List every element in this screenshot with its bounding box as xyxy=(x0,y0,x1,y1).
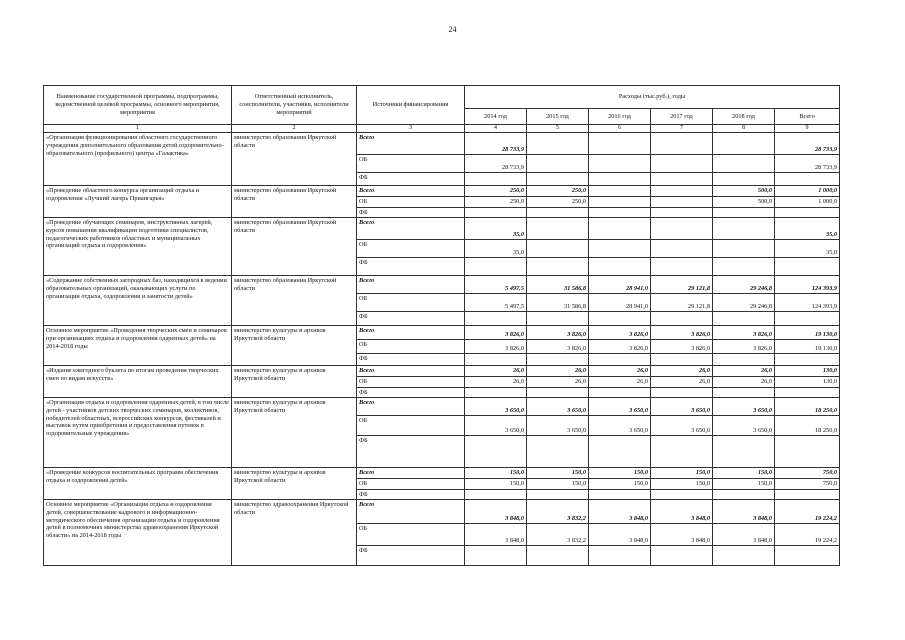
column-number: 4 xyxy=(465,125,527,133)
total-cell: 1 000,0 xyxy=(775,196,840,207)
table-row xyxy=(44,326,840,340)
amount-cell: 250,0 xyxy=(465,196,527,207)
amount-cell: 29 121,8 xyxy=(651,294,713,312)
amount-cell xyxy=(713,354,775,366)
amount-cell: 3 650,0 xyxy=(651,416,713,436)
total-cell xyxy=(775,436,840,468)
amount-cell xyxy=(651,133,713,155)
amount-cell: 3 848,0 xyxy=(713,524,775,546)
column-number: 5 xyxy=(527,125,589,133)
amount-cell xyxy=(527,155,589,173)
amount-cell: 29 121,8 xyxy=(651,276,713,294)
total-cell: 35,0 xyxy=(775,240,840,258)
amount-cell: 150,0 xyxy=(651,479,713,490)
funding-source: ОБ xyxy=(357,377,465,388)
amount-cell xyxy=(527,133,589,155)
table-row xyxy=(44,468,840,479)
amount-cell xyxy=(527,489,589,500)
funding-source: ФБ xyxy=(357,546,465,566)
amount-cell xyxy=(589,546,651,566)
responsible-executor: министерство здравоохранения Иркутской области xyxy=(232,500,357,566)
amount-cell: 3 848,0 xyxy=(465,524,527,546)
amount-cell: 250,0 xyxy=(465,186,527,197)
amount-cell xyxy=(713,155,775,173)
funding-source: ОБ xyxy=(357,240,465,258)
amount-cell: 150,0 xyxy=(465,479,527,490)
amount-cell: 250,0 xyxy=(527,186,589,197)
amount-cell xyxy=(465,546,527,566)
amount-cell: 150,0 xyxy=(527,468,589,479)
amount-cell xyxy=(651,387,713,398)
amount-cell: 28 941,0 xyxy=(589,276,651,294)
total-cell xyxy=(775,173,840,186)
amount-cell: 3 650,0 xyxy=(527,416,589,436)
amount-cell xyxy=(527,354,589,366)
funding-source: Всего xyxy=(357,133,465,155)
responsible-executor: министерство образования Иркутской области xyxy=(232,218,357,276)
funding-source: Всего xyxy=(357,500,465,524)
amount-cell: 26,0 xyxy=(527,366,589,377)
amount-cell xyxy=(651,218,713,240)
amount-cell: 3 826,0 xyxy=(465,340,527,354)
amount-cell: 150,0 xyxy=(589,479,651,490)
amount-cell xyxy=(713,258,775,276)
amount-cell: 3 848,0 xyxy=(713,500,775,524)
total-cell: 18 250,0 xyxy=(775,416,840,436)
column-number: 9 xyxy=(775,125,840,133)
amount-cell xyxy=(713,207,775,218)
activity-name: Основное мероприятие «Проведения творческих смен и семинаров при организациях отдыха и оздоровления одаренных детей» на 2014-2018 годы xyxy=(44,326,232,366)
amount-cell xyxy=(527,312,589,326)
amount-cell xyxy=(589,207,651,218)
total-cell: 19 130,0 xyxy=(775,340,840,354)
amount-cell xyxy=(589,186,651,197)
amount-cell xyxy=(651,436,713,468)
total-cell: 124 393,9 xyxy=(775,276,840,294)
funding-source: Всего xyxy=(357,326,465,340)
responsible-executor: министерство культуры и архивов Иркутской области xyxy=(232,326,357,366)
amount-cell xyxy=(589,218,651,240)
amount-cell: 3 848,0 xyxy=(465,500,527,524)
amount-cell: 3 650,0 xyxy=(651,398,713,416)
funding-source: ФБ xyxy=(357,312,465,326)
amount-cell xyxy=(651,258,713,276)
amount-cell: 26,0 xyxy=(651,377,713,388)
amount-cell xyxy=(465,489,527,500)
column-number: 2 xyxy=(232,125,357,133)
amount-cell xyxy=(651,489,713,500)
amount-cell xyxy=(651,546,713,566)
page-number: 24 xyxy=(448,25,457,34)
amount-cell: 150,0 xyxy=(527,479,589,490)
header-source: Источники финансирования xyxy=(357,86,465,125)
amount-cell: 3 826,0 xyxy=(713,326,775,340)
amount-cell xyxy=(589,387,651,398)
amount-cell: 5 497,5 xyxy=(465,294,527,312)
amount-cell xyxy=(713,387,775,398)
amount-cell xyxy=(465,387,527,398)
amount-cell: 26,0 xyxy=(589,366,651,377)
amount-cell xyxy=(713,312,775,326)
total-cell xyxy=(775,387,840,398)
amount-cell xyxy=(465,207,527,218)
amount-cell xyxy=(589,436,651,468)
amount-cell xyxy=(589,196,651,207)
amount-cell: 26,0 xyxy=(527,377,589,388)
amount-cell: 3 826,0 xyxy=(527,340,589,354)
responsible-executor: министерство культуры и архивов Иркутской области xyxy=(232,468,357,500)
amount-cell: 250,0 xyxy=(527,196,589,207)
total-cell: 28 733,9 xyxy=(775,133,840,155)
total-cell xyxy=(775,546,840,566)
amount-cell xyxy=(527,173,589,186)
activity-name: «Содержание собственных загородных баз, находящихся в ведении образовательных организаций, оказывающих услуги по организации отдыха, оздоровления и занятости детей» xyxy=(44,276,232,326)
amount-cell xyxy=(589,354,651,366)
responsible-executor: министерство культуры и архивов Иркутской области xyxy=(232,366,357,398)
amount-cell xyxy=(651,173,713,186)
column-number: 3 xyxy=(357,125,465,133)
amount-cell: 26,0 xyxy=(713,377,775,388)
responsible-executor: министерство культуры и архивов Иркутской области xyxy=(232,398,357,468)
amount-cell: 3 826,0 xyxy=(589,340,651,354)
column-number: 7 xyxy=(651,125,713,133)
amount-cell xyxy=(465,258,527,276)
amount-cell xyxy=(527,258,589,276)
funding-source: Всего xyxy=(357,468,465,479)
budget-table xyxy=(43,85,840,566)
total-cell: 19 224,2 xyxy=(775,524,840,546)
amount-cell: 31 586,8 xyxy=(527,294,589,312)
amount-cell xyxy=(465,173,527,186)
funding-source: ФБ xyxy=(357,489,465,500)
amount-cell xyxy=(589,258,651,276)
total-cell xyxy=(775,489,840,500)
amount-cell: 28 941,0 xyxy=(589,294,651,312)
amount-cell xyxy=(527,387,589,398)
funding-source: ФБ xyxy=(357,354,465,366)
header-total: Всего xyxy=(775,109,840,125)
amount-cell xyxy=(465,354,527,366)
amount-cell xyxy=(589,155,651,173)
activity-name: «Организация функционирования областного государственного учреждения дополнительного образования детей оздоровительно-образовательного (профильного) центра «Галактика» xyxy=(44,133,232,186)
amount-cell: 3 826,0 xyxy=(465,326,527,340)
funding-source: ОБ xyxy=(357,479,465,490)
amount-cell: 3 848,0 xyxy=(651,500,713,524)
amount-cell xyxy=(651,354,713,366)
amount-cell: 500,0 xyxy=(713,196,775,207)
activity-name: «Проведение областного конкурса организаций отдыха и оздоровления «Лучший лагерь Приангарья» xyxy=(44,186,232,218)
amount-cell xyxy=(713,436,775,468)
amount-cell: 3 826,0 xyxy=(713,340,775,354)
funding-source: Всего xyxy=(357,366,465,377)
table-row xyxy=(44,398,840,416)
amount-cell xyxy=(713,133,775,155)
funding-source: ОБ xyxy=(357,294,465,312)
amount-cell: 28 733,9 xyxy=(465,133,527,155)
total-cell: 130,0 xyxy=(775,377,840,388)
total-cell: 18 250,0 xyxy=(775,398,840,416)
amount-cell: 3 832,2 xyxy=(527,500,589,524)
table-row xyxy=(44,500,840,524)
amount-cell xyxy=(527,218,589,240)
funding-source: Всего xyxy=(357,186,465,197)
amount-cell xyxy=(651,207,713,218)
funding-source: Всего xyxy=(357,398,465,416)
header-responsible: Ответственный исполнитель, соисполнители, участники, исполнители мероприятий xyxy=(232,86,357,125)
funding-source: Всего xyxy=(357,218,465,240)
amount-cell xyxy=(713,546,775,566)
column-number: 6 xyxy=(589,125,651,133)
activity-name: «Проведение конкурсов воспитательных программ обеспечения отдыха и оздоровления детей» xyxy=(44,468,232,500)
amount-cell xyxy=(713,218,775,240)
funding-source: ФБ xyxy=(357,258,465,276)
total-cell xyxy=(775,207,840,218)
amount-cell xyxy=(589,240,651,258)
amount-cell: 26,0 xyxy=(465,377,527,388)
funding-source: Всего xyxy=(357,276,465,294)
funding-source: ОБ xyxy=(357,196,465,207)
total-cell: 750,0 xyxy=(775,479,840,490)
amount-cell: 3 650,0 xyxy=(527,398,589,416)
amount-cell xyxy=(589,312,651,326)
table-row xyxy=(44,133,840,155)
total-cell: 1 000,0 xyxy=(775,186,840,197)
header-year: 2017 год xyxy=(651,109,713,125)
total-cell: 19 130,0 xyxy=(775,326,840,340)
total-cell: 124 393,9 xyxy=(775,294,840,312)
amount-cell: 35,0 xyxy=(465,240,527,258)
amount-cell: 28 733,9 xyxy=(465,155,527,173)
amount-cell: 3 650,0 xyxy=(465,416,527,436)
amount-cell: 3 826,0 xyxy=(651,326,713,340)
amount-cell xyxy=(651,155,713,173)
activity-name: «Проведение обучающих семинаров, инструктивных лагерей, курсов повышения квалификации подготовки специалистов, педагогических работников областных и муниципальных организаций отдыха и оздоровления» xyxy=(44,218,232,276)
amount-cell: 3 832,2 xyxy=(527,524,589,546)
amount-cell: 150,0 xyxy=(651,468,713,479)
funding-source: ОБ xyxy=(357,340,465,354)
amount-cell: 500,0 xyxy=(713,186,775,197)
header-name: Наименование государственной программы, подпрограммы, ведомственной целевой программы, основного мероприятия, мероприятия xyxy=(44,86,232,125)
amount-cell: 150,0 xyxy=(465,468,527,479)
responsible-executor: министерство образования Иркутской области xyxy=(232,133,357,186)
amount-cell: 3 650,0 xyxy=(589,416,651,436)
amount-cell: 3 650,0 xyxy=(589,398,651,416)
amount-cell xyxy=(527,240,589,258)
amount-cell: 26,0 xyxy=(589,377,651,388)
amount-cell: 3 826,0 xyxy=(527,326,589,340)
funding-source: ОБ xyxy=(357,416,465,436)
amount-cell: 150,0 xyxy=(589,468,651,479)
column-number: 8 xyxy=(713,125,775,133)
amount-cell: 31 586,8 xyxy=(527,276,589,294)
header-year: 2014 год xyxy=(465,109,527,125)
total-cell: 130,0 xyxy=(775,366,840,377)
funding-source: ОБ xyxy=(357,524,465,546)
total-cell xyxy=(775,312,840,326)
amount-cell: 3 848,0 xyxy=(589,524,651,546)
amount-cell xyxy=(713,240,775,258)
responsible-executor: министерство образования Иркутской области xyxy=(232,186,357,218)
table-row xyxy=(44,218,840,240)
table-row xyxy=(44,186,840,197)
activity-name: «Организация отдыха и оздоровления одаренных детей, в том числе детей - участников детских творческих семинаров, коллективов, победителей областных, всероссийских конкурсов, фестивалей и выставок путем приобретения и предоставления путевок в оздоровительные учреждения» xyxy=(44,398,232,468)
amount-cell: 3 826,0 xyxy=(589,326,651,340)
header-expenses: Расходы (тыс.руб.), годы xyxy=(465,86,840,109)
table-body xyxy=(44,133,840,566)
total-cell xyxy=(775,258,840,276)
amount-cell: 3 650,0 xyxy=(465,398,527,416)
total-cell xyxy=(775,354,840,366)
amount-cell: 26,0 xyxy=(713,366,775,377)
amount-cell xyxy=(589,173,651,186)
funding-source: ФБ xyxy=(357,173,465,186)
amount-cell: 5 497,5 xyxy=(465,276,527,294)
amount-cell: 3 826,0 xyxy=(651,340,713,354)
activity-name: Основное мероприятие «Организация отдыха и оздоровления детей, совершенствование кадрового и информационно-методического обеспечения организации отдыха и оздоровления детей в полномочиях министерства здравоохранения Иркутской области» на 2014-2018 годы xyxy=(44,500,232,566)
column-number: 1 xyxy=(44,125,232,133)
responsible-executor: министерство образования Иркутской области xyxy=(232,276,357,326)
table-row xyxy=(44,366,840,377)
funding-source: ФБ xyxy=(357,207,465,218)
amount-cell: 3 650,0 xyxy=(713,416,775,436)
activity-name: «Издание ежегодного буклета по итогам проведения творческих смен по видам искусств» xyxy=(44,366,232,398)
amount-cell xyxy=(465,436,527,468)
total-cell: 750,0 xyxy=(775,468,840,479)
funding-source: ФБ xyxy=(357,387,465,398)
amount-cell: 3 848,0 xyxy=(651,524,713,546)
amount-cell xyxy=(713,489,775,500)
total-cell: 35,0 xyxy=(775,218,840,240)
total-cell: 19 224,2 xyxy=(775,500,840,524)
amount-cell xyxy=(713,173,775,186)
amount-cell xyxy=(527,546,589,566)
amount-cell: 150,0 xyxy=(713,468,775,479)
amount-cell xyxy=(589,489,651,500)
amount-cell: 26,0 xyxy=(465,366,527,377)
amount-cell xyxy=(527,436,589,468)
amount-cell xyxy=(651,312,713,326)
table-row xyxy=(44,276,840,294)
amount-cell: 150,0 xyxy=(713,479,775,490)
amount-cell xyxy=(651,186,713,197)
header-year: 2015 год xyxy=(527,109,589,125)
header-year: 2016 год xyxy=(589,109,651,125)
amount-cell: 35,0 xyxy=(465,218,527,240)
amount-cell: 29 246,8 xyxy=(713,276,775,294)
amount-cell xyxy=(589,133,651,155)
header-year: 2018 год xyxy=(713,109,775,125)
amount-cell xyxy=(651,196,713,207)
total-cell: 28 733,9 xyxy=(775,155,840,173)
amount-cell: 29 246,8 xyxy=(713,294,775,312)
funding-source: ОБ xyxy=(357,155,465,173)
amount-cell: 3 650,0 xyxy=(713,398,775,416)
funding-source: ФБ xyxy=(357,436,465,468)
amount-cell xyxy=(527,207,589,218)
amount-cell xyxy=(651,240,713,258)
amount-cell: 3 848,0 xyxy=(589,500,651,524)
amount-cell xyxy=(465,312,527,326)
amount-cell: 26,0 xyxy=(651,366,713,377)
